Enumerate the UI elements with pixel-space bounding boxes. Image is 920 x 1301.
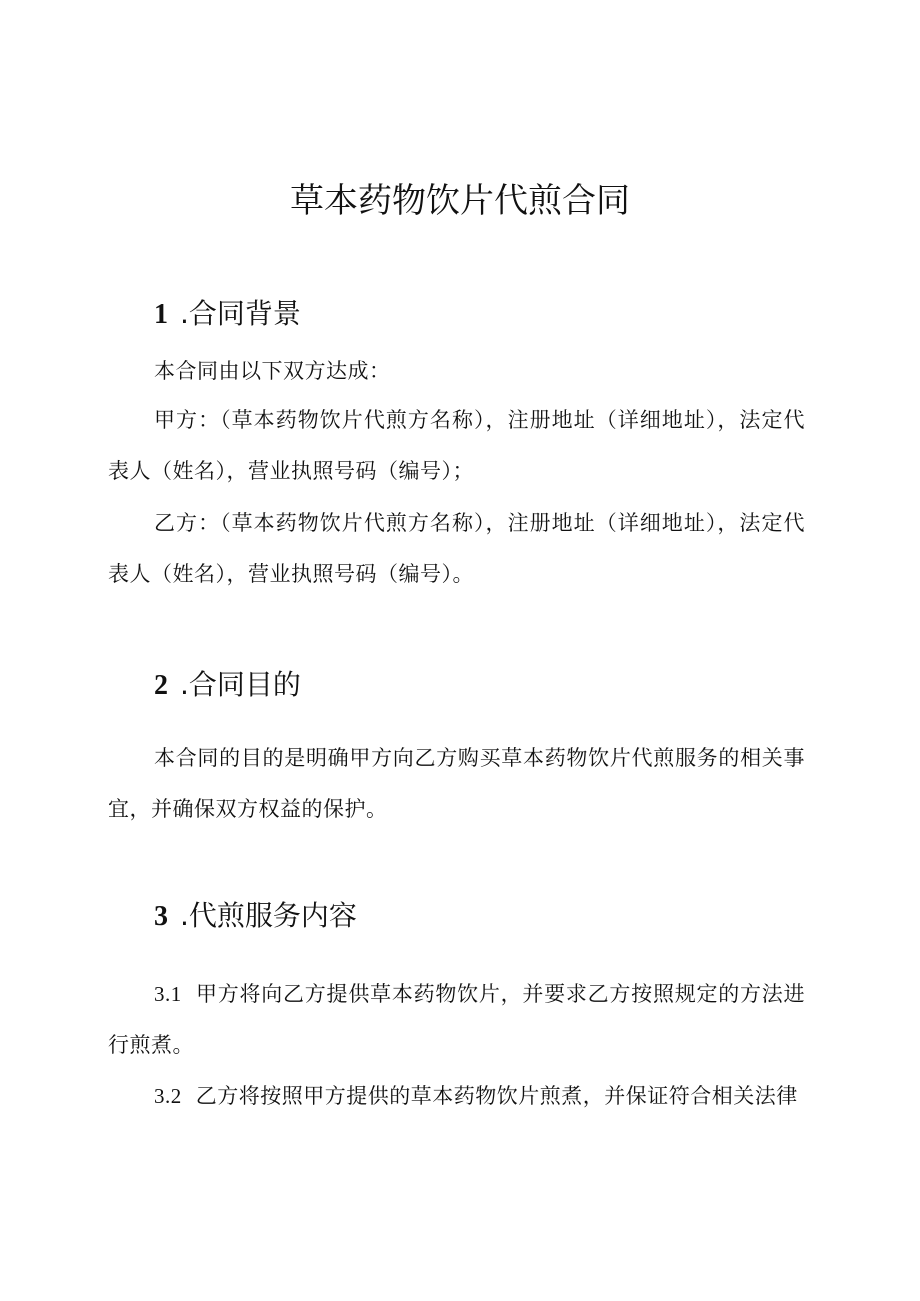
clause-3-1-number: 3.1	[154, 982, 182, 1006]
section-3-title: .代煎服务内容	[180, 899, 357, 932]
section-2-number: 2	[154, 670, 168, 701]
section-2-heading	[154, 665, 301, 706]
clause-3-2	[108, 1071, 805, 1122]
section-2-paragraph-1: 本合同的目的是明确甲方向乙方购买草本药物饮片代煎服务的相关事宜，并确保双方权益的保护。	[108, 746, 805, 821]
section-3-number: 3	[154, 901, 168, 932]
section-1-heading	[154, 294, 301, 335]
section-2-title: .合同目的	[180, 668, 301, 701]
section-1-paragraph-party-a: 甲方：（草本药物饮片代煎方名称），注册地址（详细地址），法定代表人（姓名），营业执照号码（编号）；	[108, 408, 805, 483]
section-1-title: .合同背景	[180, 297, 301, 330]
clause-3-1-text: 甲方将向乙方提供草本药物饮片，并要求乙方按照规定的方法进行煎煮。	[108, 982, 805, 1057]
section-1-paragraph-party-b: 乙方：（草本药物饮片代煎方名称），注册地址（详细地址），法定代表人（姓名），营业执照号码（编号）。	[108, 511, 805, 586]
document-title: 草本药物饮片代煎合同	[290, 181, 630, 221]
section-1-paragraph-1: 本合同由以下双方达成：	[154, 359, 391, 383]
clause-3-2-number: 3.2	[154, 1084, 182, 1108]
clause-3-1	[108, 969, 805, 1071]
section-1-number: 1	[154, 299, 168, 330]
section-3-heading	[154, 896, 357, 937]
clause-3-2-text: 乙方将按照甲方提供的草本药物饮片煎煮，并保证符合相关法律	[195, 1084, 798, 1108]
